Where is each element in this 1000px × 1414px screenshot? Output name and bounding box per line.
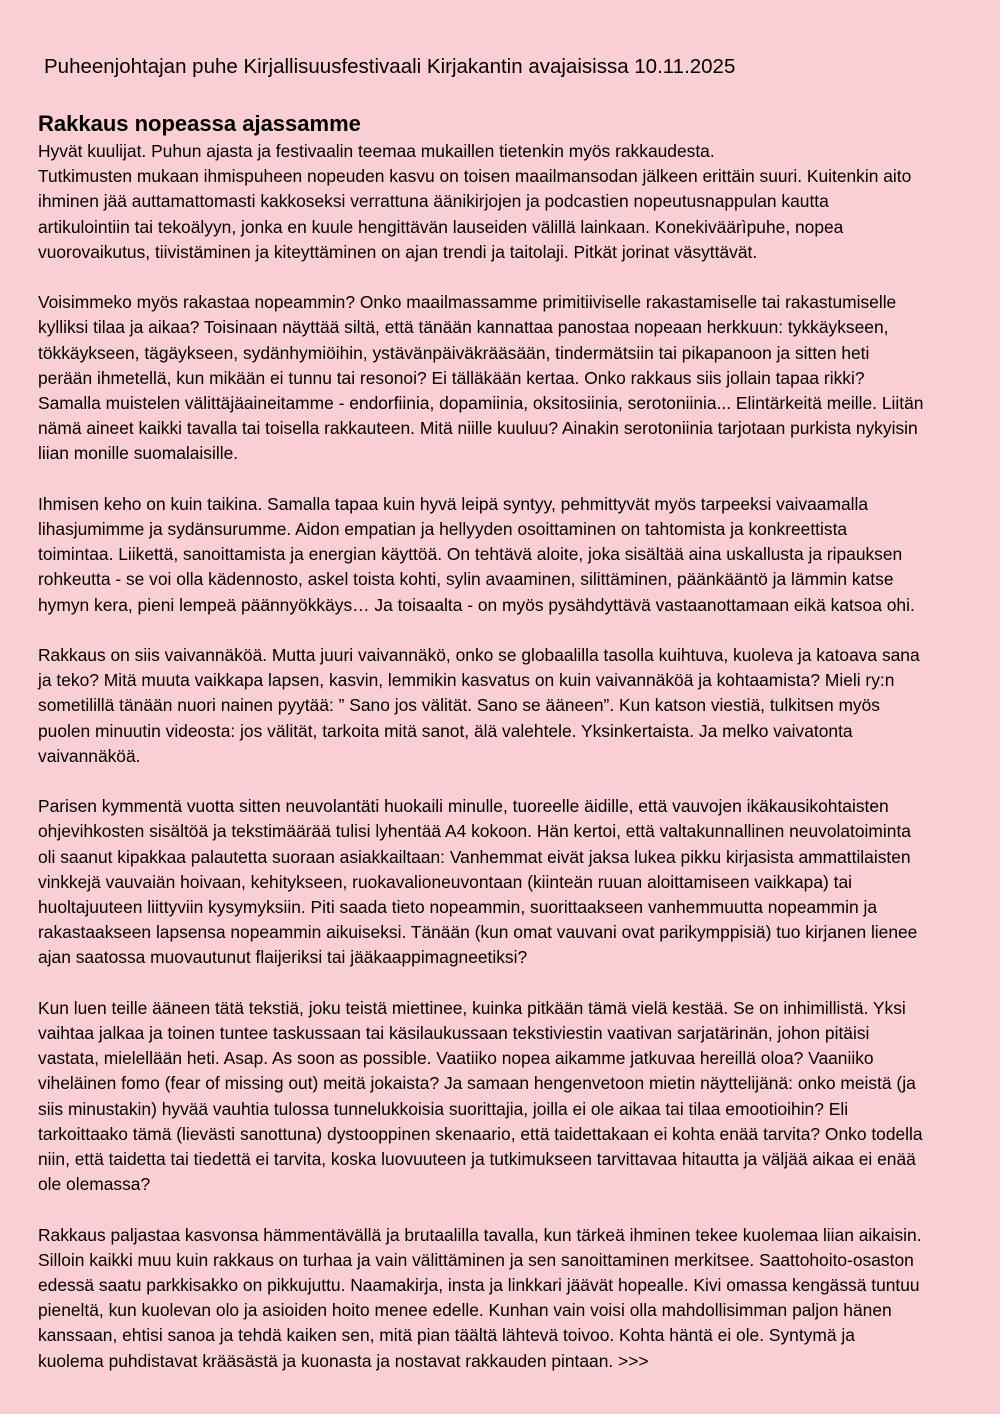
paragraph [38, 643, 978, 769]
text-line: vinkkejä vauvaiän hoivaan, kehitykseen, ruokavalioneuvontaan (kiinteän ruuan aloittamiseen vaikkapa) tai [38, 871, 852, 892]
text-line: Kun luen teille ääneen tätä tekstiä, joku teistä miettinee, kuinka pitkään tämä vielä kestää. Se on inhimillistä. Yksi [38, 997, 906, 1018]
text-line: Hyvät kuulijat. Puhun ajasta ja festivaalin teemaa mukaillen tietenkin myös rakkaudesta. [38, 141, 715, 161]
text-line: liian monille suomalaisille. [38, 443, 239, 464]
text-line: niin, että taidetta tai tiedettä ei tarvita, koska luovuuteen ja tutkimukseen tarvittavaa hitautta ja väljää aikaa ei enää [38, 1149, 916, 1170]
text-line: kylliksi tilaa ja aikaa? Toisinaan näyttää siltä, että tänään kannattaa panostaa nopeaan herkkuun: tykkäykseen, [38, 317, 889, 338]
text-line: hymyn kera, pieni lempeä päännyökkäys… Ja toisaalta - on myös pysähdyttävä vastaanottamaan eikä katsoa ohi. [38, 594, 915, 615]
document-body [38, 139, 978, 1374]
text-line: ajan saatossa muovautunut flaijeriksi tai jääkaappimagneetiksi? [38, 947, 528, 968]
paragraph [38, 139, 978, 265]
text-line: sometilillä tänään nuori nainen pyytää: ” Sano jos välität. Sano se ääneen”. Kun katson viestiä, tulkitsen myös [38, 695, 880, 716]
text-line: edessä saatu parkkisakko on pikkujuttu. Naamakirja, insta ja linkkari jäävät hopealle. Kivi omassa kengässä tuntuu [38, 1275, 920, 1296]
text-line: kuolema puhdistavat krääsästä ja kuonasta ja nostavat rakkauden pintaan. >>> [38, 1350, 649, 1371]
text-line: oli saanut kipakkaa palautetta suoraan asiakkailtaan: Vanhemmat eivät jaksa lukea pikku kirjasista ammattilaisten [38, 846, 911, 867]
text-line: Silloin kaikki muu kuin rakkaus on turhaa ja vain välittäminen ja sen sanoittaminen merkitsee. Saattohoito-osaston [38, 1249, 914, 1270]
document-header: Puheenjohtajan puhe Kirjallisuusfestivaali Kirjakantin avajaisissa 10.11.2025 [44, 55, 736, 78]
text-line: Rakkaus on siis vaivannäköä. Mutta juuri vaivannäkö, onko se globaalilla tasolla kuihtuva, kuoleva ja katoava sana [38, 645, 920, 666]
text-line: ole olemassa? [38, 1174, 151, 1195]
text-line: vaivannäköä. [38, 745, 141, 766]
text-line: ohjevihkosten sisältöä ja tekstimäärää tulisi lyhentää A4 kokoon. Hän kertoi, että valtakunnallinen neuvolatoiminta [38, 821, 911, 842]
text-line: ja teko? Mitä muuta vaikkapa lapsen, kasvin, lemmikin kasvatus on kuin vaivannäköä ja kohtaamista? Mieli ry:n [38, 670, 895, 691]
text-line: perään ihmetellä, kun mikään ei tunnu tai resonoi? Ei tälläkään kertaa. Onko rakkaus siis jollain tapaa rikki? [38, 367, 865, 388]
text-line: lihasjumimme ja sydänsurumme. Aidon empatian ja hellyyden osoittaminen on tahtomista ja konkreettista [38, 519, 848, 540]
text-line: vuorovaikutus, tiivistäminen ja kiteyttäminen on ajan trendi ja taitolaji. Pitkät jorinat väsyttävät. [38, 241, 758, 262]
text-line: viheläinen fomo (fear of missing out) meitä jokaista? Ja samaan hengenvetoon mietin näyttelijänä: onko meistä (ja [38, 1073, 916, 1094]
text-line: toimintaa. Liikettä, sanoittamista ja energian käyttöä. On tehtävä aloite, joka sisältää aina uskallusta ja ripauksen [38, 544, 903, 565]
text-line: pieneltä, kun kuolevan olo ja asioiden hoito menee edelle. Kunhan vain voisi olla mahdollisimman paljon hänen [38, 1300, 892, 1321]
document-title: Rakkaus nopeassa ajassamme [38, 111, 361, 136]
text-line: Parisen kymmentä vuotta sitten neuvolantäti huokaili minulle, tuoreelle äidille, että vauvojen ikäkausikohtaisten [38, 796, 889, 817]
paragraph [38, 794, 978, 970]
text-line: artikulointiin tai tekoälyyn, jonka en kuule hengittävän lauseiden välillä lainkaan. Konekiväärìpuhe, nopea [38, 216, 844, 237]
text-line: ihminen jää auttamattomasti kakkoseksi verrattuna äänikirjojen ja podcastien nopeutusnappulan kautta [38, 191, 829, 212]
text-line: rohkeutta - se voi olla kädennosto, askel toista kohti, sylin avaaminen, silittäminen, päänkääntö ja lämmin katse [38, 569, 894, 590]
text-line: vaihtaa jalkaa ja toinen tuntee taskussaan tai käsilaukussaan tekstiviestin vaativan sarjatärinän, johon pitäisi [38, 1023, 870, 1044]
text-line: Ihmisen keho on kuin taikina. Samalla tapaa kuin hyvä leipä syntyy, pehmittyvät myös tarpeeksi vaivaamalla [38, 493, 869, 514]
text-line: Tutkimusten mukaan ihmispuheen nopeuden kasvu on toisen maailmansodan jälkeen erittäin suuri. Kuitenkin aito [38, 166, 912, 187]
text-line: vastata, mielellään heti. Asap. As soon as possible. Vaatiiko nopea aikamme jatkuvaa hereillä oloa? Vaaniiko [38, 1048, 874, 1069]
text-line: Rakkaus paljastaa kasvonsa hämmentävällä ja brutaalilla tavalla, kun tärkeä ihminen tekee kuolemaa liian aikaisin. [38, 1224, 922, 1245]
paragraph [38, 492, 978, 618]
text-line: tarkoittaako tämä (lievästi sanottuna) dystooppinen skenaario, että taidettakaan ei kohta enää tarvita? Onko todella [38, 1123, 923, 1144]
text-line: Samalla muistelen välittäjäaineitamme - endorfiinia, dopamiinia, oksitosiinia, serotoniinia... Elintärkeitä meille. Liitän [38, 393, 924, 414]
paragraph [38, 290, 978, 466]
text-line: siis minustakin) hyvää vauhtia tulossa tunnelukkoisia suorittajia, joilla ei ole aikaa tai tilaa emootioihin? Eli [38, 1098, 849, 1119]
text-line: rakastaakseen lapsensa nopeammin aikuiseksi. Tänään (kun omat vauvani ovat parikymppisiä) tuo kirjanen lienee [38, 922, 918, 943]
text-line: tökkäykseen, tägäykseen, sydänhymiöihin, ystävänpäiväkrääsään, tindermätsiin tai pikapanoon ja sitten heti [38, 342, 870, 363]
text-line: huoltajuuteen liittyviin kysymyksiin. Piti saada tieto nopeammin, suorittaakseen vanhemmuutta nopeammin ja [38, 897, 878, 918]
text-line: nämä aineet kaikki tavalla tai toisella rakkauteen. Mitä niille kuuluu? Ainakin serotoniinia tarjotaan purkista nykyisin [38, 418, 918, 439]
text-line: Voisimmeko myös rakastaa nopeammin? Onko maailmassamme primitiiviselle rakastamiselle tai rakastumiselle [38, 292, 897, 313]
paragraph [38, 1223, 978, 1374]
paragraph [38, 996, 978, 1198]
text-line: puolen minuutin videosta: jos välität, tarkoita mitä sanot, älä valehtele. Yksinkertaista. Ja melko vaivatonta [38, 720, 853, 741]
text-line: kanssaan, ehtisi sanoa ja tehdä kaiken sen, mitä pian täältä lähtevä toivoo. Kohta häntä ei ole. Syntymä ja [38, 1325, 855, 1346]
